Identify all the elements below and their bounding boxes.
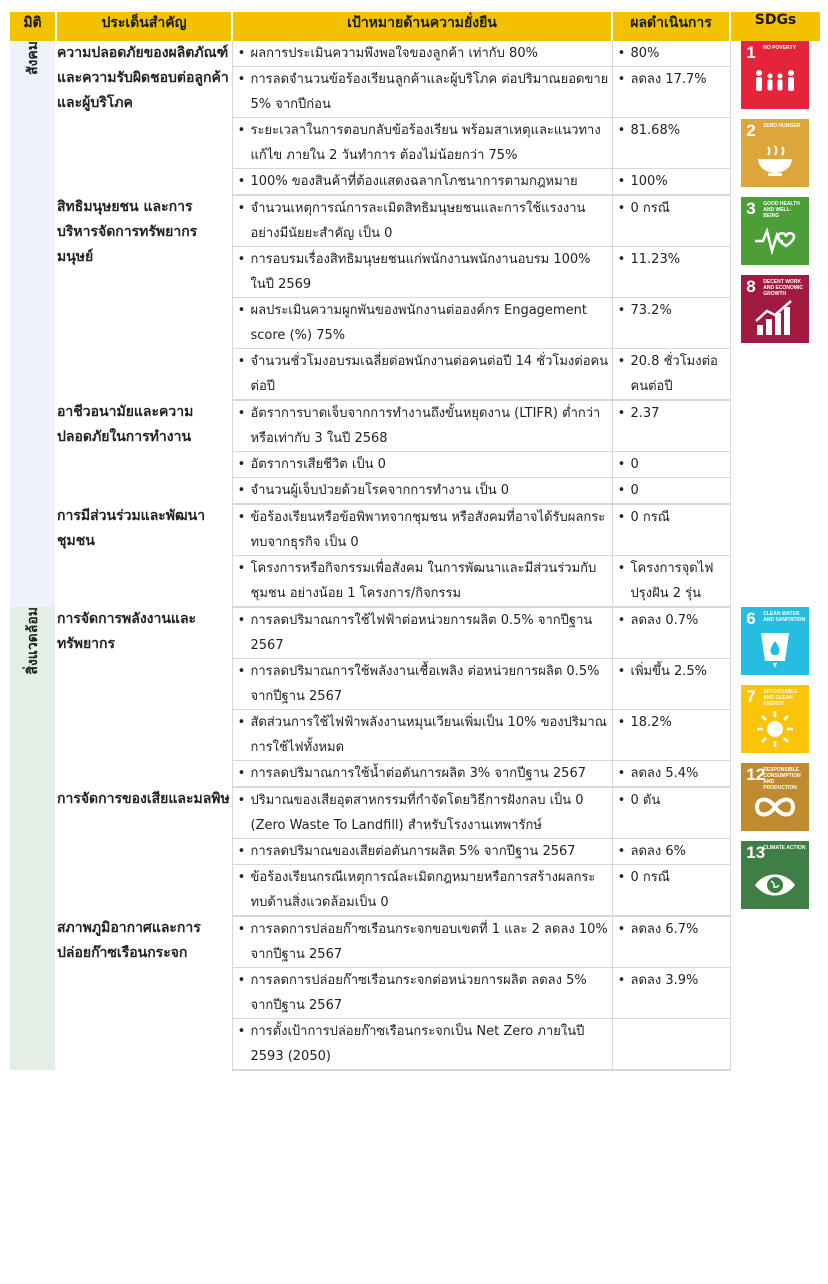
result-cell (612, 556, 730, 608)
result-cell (612, 478, 730, 505)
sun-icon (753, 709, 797, 747)
bullet-icon: • (617, 664, 626, 679)
sdg-number: 12 (746, 765, 766, 784)
target-cell (232, 839, 612, 865)
result-cell (612, 400, 730, 452)
bullet-icon: • (237, 303, 246, 318)
bullet-icon: • (617, 483, 626, 498)
bullet-icon: • (617, 174, 626, 189)
table-row (10, 195, 820, 247)
result-text: 80% (630, 46, 660, 61)
target-text: ผลประเมินความผูกพันของพนักงานต่อองค์กร Engagement score (%) 75% (250, 303, 587, 343)
target-cell (232, 349, 612, 401)
target-text: ข้อร้องเรียนหรือข้อพิพาทจากชุมชน หรือสังคมที่อาจได้รับผลกระทบจากธุรกิจ เป็น 0 (250, 510, 606, 550)
result-text: ลดลง 6.7% (630, 922, 699, 937)
target-text: ข้อร้องเรียนกรณีเหตุการณ์ละเมิดกฎหมายหรือการสร้างผลกระทบด้านสิ่งแวดล้อมเป็น 0 (250, 870, 596, 910)
result-cell (612, 452, 730, 478)
sdg-3-badge (741, 197, 809, 265)
dimension-label: สิ่งแวดล้อม (24, 607, 41, 675)
sdg-label: CLIMATE ACTION (763, 845, 806, 851)
header-result: ผลดำเนินการ (612, 12, 730, 41)
result-text: ลดลง 3.9% (630, 973, 699, 988)
bullet-icon: • (617, 72, 626, 87)
bullet-icon: • (617, 354, 626, 369)
sdg-2-badge (741, 119, 809, 187)
water-drop-icon (753, 631, 797, 669)
issue-cell: สิทธิมนุษยชน และการบริหารจัดการทรัพยากรมนุษย์ (56, 195, 232, 400)
sdg-number: 13 (746, 843, 766, 862)
sdg-number: 2 (746, 121, 756, 140)
target-cell (232, 787, 612, 839)
target-cell (232, 118, 612, 169)
target-text: 100% ของสินค้าที่ต้องแสดงฉลากโภชนาการตามกฎหมาย (250, 174, 578, 189)
result-cell (612, 968, 730, 1019)
sustainability-table (10, 12, 820, 1071)
result-text: ลดลง 0.7% (630, 613, 699, 628)
target-cell (232, 195, 612, 247)
dimension-social (10, 41, 56, 607)
result-cell (612, 787, 730, 839)
result-cell (612, 67, 730, 118)
table-row (10, 41, 820, 67)
target-cell (232, 968, 612, 1019)
sdg-13-badge (741, 841, 809, 909)
bullet-icon: • (617, 406, 626, 421)
sdg-7-badge (741, 685, 809, 753)
table-row (10, 504, 820, 556)
bullet-icon: • (237, 510, 246, 525)
sdg-12-badge (741, 763, 809, 831)
bullet-icon: • (237, 1024, 246, 1039)
bullet-icon: • (617, 844, 626, 859)
result-cell (612, 118, 730, 169)
target-cell (232, 659, 612, 710)
target-cell (232, 916, 612, 968)
header-dimension: มิติ (10, 12, 56, 41)
issue-cell: การจัดการของเสียและมลพิษ (56, 787, 232, 916)
target-text: การลดปริมาณการใช้พลังงานเชื้อเพลิง ต่อหน่วยการผลิต 0.5% จากปีฐาน 2567 (250, 664, 600, 704)
target-text: การอบรมเรื่องสิทธิมนุษยชนแก่พนักงานพนักงานอบรม 100% ในปี 2569 (250, 252, 591, 292)
result-cell (612, 41, 730, 67)
target-text: จำนวนเหตุการณ์การละเมิดสิทธิมนุษยชนและการใช้แรงงานอย่างมีนัยยะสำคัญ เป็น 0 (250, 201, 586, 241)
family-icon (753, 65, 797, 103)
target-cell (232, 41, 612, 67)
bullet-icon: • (237, 766, 246, 781)
table-row (10, 607, 820, 659)
bullet-icon: • (237, 72, 246, 87)
bowl-icon (753, 143, 797, 181)
result-text: 2.37 (630, 406, 660, 421)
target-text: จำนวนผู้เจ็บป่วยด้วยโรคจากการทำงาน เป็น 0 (250, 483, 510, 498)
target-cell (232, 400, 612, 452)
bullet-icon: • (617, 457, 626, 472)
issue-cell: การจัดการพลังงานและทรัพยากร (56, 607, 232, 787)
target-text: อัตราการบาดเจ็บจากการทำงานถึงขั้นหยุดงาน (LTIFR) ต่ำกว่าหรือเท่ากับ 3 ในปี 2568 (250, 406, 601, 446)
target-cell (232, 67, 612, 118)
sdg-number: 3 (746, 199, 756, 218)
result-text: 0 กรณี (630, 201, 670, 216)
issue-cell: สภาพภูมิอากาศและการปล่อยก๊าซเรือนกระจก (56, 916, 232, 1070)
result-text: เพิ่มขึ้น 2.5% (630, 664, 708, 679)
infinity-icon (753, 787, 797, 825)
sdg-label: DECENT WORK AND ECONOMIC GROWTH (763, 279, 803, 297)
header-issue: ประเด็นสำคัญ (56, 12, 232, 41)
target-text: โครงการหรือกิจกรรมเพื่อสังคม ในการพัฒนาและมีส่วนร่วมกับชุมชน อย่างน้อย 1 โครงการ/กิจกรรม (250, 561, 597, 601)
result-cell (612, 839, 730, 865)
sdg-column-env (730, 607, 820, 1070)
eye-globe-icon (753, 865, 797, 903)
bullet-icon: • (237, 715, 246, 730)
result-cell (612, 710, 730, 761)
bullet-icon: • (237, 922, 246, 937)
bullet-icon: • (237, 844, 246, 859)
result-text: 20.8 ชั่วโมงต่อคนต่อปี (630, 354, 718, 394)
sdg-8-badge (741, 275, 809, 343)
target-cell (232, 865, 612, 917)
result-text: 0 (630, 457, 639, 472)
target-cell (232, 247, 612, 298)
sdg-1-badge (741, 41, 809, 109)
bullet-icon: • (237, 664, 246, 679)
sdg-number: 7 (746, 687, 756, 706)
sdg-6-badge (741, 607, 809, 675)
result-cell (612, 761, 730, 788)
target-text: การลดปริมาณการใช้น้ำต่อตันการผลิต 3% จากปีฐาน 2567 (250, 766, 586, 781)
target-cell (232, 504, 612, 556)
sdg-label: AFFORDABLE AND CLEAN ENERGY (763, 689, 798, 707)
target-text: ระยะเวลาในการตอบกลับข้อร้องเรียน พร้อมสาเหตุและแนวทางแก้ไข ภายใน 2 วันทำการ ต้องไม่น้อยกว่า 75% (250, 123, 601, 163)
target-cell (232, 298, 612, 349)
result-text: 0 (630, 483, 639, 498)
target-text: การลดปริมาณการใช้ไฟฟ้าต่อหน่วยการผลิต 0.5% จากปีฐาน 2567 (250, 613, 593, 653)
result-cell (612, 916, 730, 968)
result-text: ลดลง 17.7% (630, 72, 707, 87)
result-cell (612, 195, 730, 247)
result-text: โครงการจุดไฟปรุงฝัน 2 รุ่น (630, 561, 714, 601)
header-sdgs: SDGs (730, 12, 820, 41)
result-text: 11.23% (630, 252, 681, 267)
sdg-label: NO POVERTY (763, 45, 797, 51)
result-cell (612, 607, 730, 659)
target-text: จำนวนชั่วโมงอบรมเฉลี่ยต่อพนักงานต่อคนต่อปี 14 ชั่วโมงต่อคนต่อปี (250, 354, 609, 394)
issue-cell: ความปลอดภัยของผลิตภัณฑ์และความรับผิดชอบต่อลูกค้าและผู้บริโภค (56, 41, 232, 195)
result-text: 0 กรณี (630, 510, 670, 525)
sdg-label: ZERO HUNGER (763, 123, 801, 129)
bullet-icon: • (237, 123, 246, 138)
result-cell (612, 1019, 730, 1071)
bullet-icon: • (237, 174, 246, 189)
bullet-icon: • (617, 870, 626, 885)
bullet-icon: • (237, 457, 246, 472)
target-text: การลดปริมาณของเสียต่อตันการผลิต 5% จากปีฐาน 2567 (250, 844, 576, 859)
bullet-icon: • (617, 46, 626, 61)
sdg-label: CLEAN WATER AND SANITATION (763, 611, 806, 623)
bullet-icon: • (237, 406, 246, 421)
sdg-number: 8 (746, 277, 756, 296)
sdg-label: GOOD HEALTH AND WELL-BEING (763, 201, 800, 219)
target-cell (232, 607, 612, 659)
target-text: การตั้งเป้าการปล่อยก๊าซเรือนกระจกเป็น Net Zero ภายในปี 2593 (2050) (250, 1024, 585, 1064)
heartbeat-icon (753, 221, 797, 259)
sdg-column-social (730, 41, 820, 607)
bullet-icon: • (617, 201, 626, 216)
target-text: การลดจำนวนข้อร้องเรียนลูกค้าและผู้บริโภค ต่อปริมาณยอดขาย 5% จากปีก่อน (250, 72, 609, 112)
bullet-icon: • (617, 613, 626, 628)
sdg-number: 1 (746, 43, 756, 62)
table-row (10, 916, 820, 968)
bullet-icon: • (237, 354, 246, 369)
bullet-icon: • (617, 561, 626, 576)
result-cell (612, 504, 730, 556)
target-cell (232, 761, 612, 788)
result-text: 0 ตัน (630, 793, 661, 808)
table-row (10, 400, 820, 452)
target-text: การลดการปล่อยก๊าซเรือนกระจกขอบเขตที่ 1 และ 2 ลดลง 10% จากปีฐาน 2567 (250, 922, 608, 962)
result-text: 0 กรณี (630, 870, 670, 885)
target-text: ผลการประเมินความพึงพอใจของลูกค้า เท่ากับ 80% (250, 46, 538, 61)
result-cell (612, 865, 730, 917)
bullet-icon: • (617, 766, 626, 781)
bullet-icon: • (237, 613, 246, 628)
result-text: 73.2% (630, 303, 672, 318)
bullet-icon: • (237, 201, 246, 216)
target-cell (232, 556, 612, 608)
target-text: การลดการปล่อยก๊าซเรือนกระจกต่อหน่วยการผลิต ลดลง 5% จากปีฐาน 2567 (250, 973, 587, 1013)
issue-cell: การมีส่วนร่วมและพัฒนาชุมชน (56, 504, 232, 607)
bullet-icon: • (237, 561, 246, 576)
growth-chart-icon (753, 299, 797, 337)
bullet-icon: • (237, 870, 246, 885)
bullet-icon: • (617, 973, 626, 988)
target-text: ปริมาณของเสียอุตสาหกรรมที่กำจัดโดยวิธีการฝังกลบ เป็น 0 (Zero Waste To Landfill) สำหรับโรงงานเทพารักษ์ (250, 793, 584, 833)
sdg-label: RESPONSIBLE CONSUMPTION AND PRODUCTION (763, 767, 801, 791)
result-text: 81.68% (630, 123, 681, 138)
target-text: อัตราการเสียชีวิต เป็น 0 (250, 457, 386, 472)
sdg-number: 6 (746, 609, 756, 628)
target-cell (232, 452, 612, 478)
bullet-icon: • (617, 303, 626, 318)
dimension-env (10, 607, 56, 1070)
bullet-icon: • (617, 123, 626, 138)
header-row (10, 12, 820, 41)
result-cell (612, 247, 730, 298)
result-cell (612, 349, 730, 401)
bullet-icon: • (237, 252, 246, 267)
bullet-icon: • (237, 973, 246, 988)
result-text: ลดลง 5.4% (630, 766, 699, 781)
result-text: 18.2% (630, 715, 672, 730)
result-text: 100% (630, 174, 668, 189)
header-target: เป้าหมายด้านความยั่งยืน (232, 12, 612, 41)
result-text: ลดลง 6% (630, 844, 686, 859)
bullet-icon: • (237, 793, 246, 808)
bullet-icon: • (237, 46, 246, 61)
result-cell (612, 659, 730, 710)
target-cell (232, 710, 612, 761)
target-text: สัดส่วนการใช้ไฟฟ้าพลังงานหมุนเวียนเพิ่มเป็น 10% ของปริมาณการใช้ไฟทั้งหมด (250, 715, 607, 755)
bullet-icon: • (237, 483, 246, 498)
bullet-icon: • (617, 922, 626, 937)
result-cell (612, 169, 730, 196)
bullet-icon: • (617, 252, 626, 267)
dimension-label: สังคม (24, 41, 41, 75)
target-cell (232, 169, 612, 196)
issue-cell: อาชีวอนามัยและความปลอดภัยในการทำงาน (56, 400, 232, 504)
bullet-icon: • (617, 793, 626, 808)
result-cell (612, 298, 730, 349)
target-cell (232, 1019, 612, 1071)
bullet-icon: • (617, 715, 626, 730)
table-row (10, 787, 820, 839)
target-cell (232, 478, 612, 505)
bullet-icon: • (617, 510, 626, 525)
